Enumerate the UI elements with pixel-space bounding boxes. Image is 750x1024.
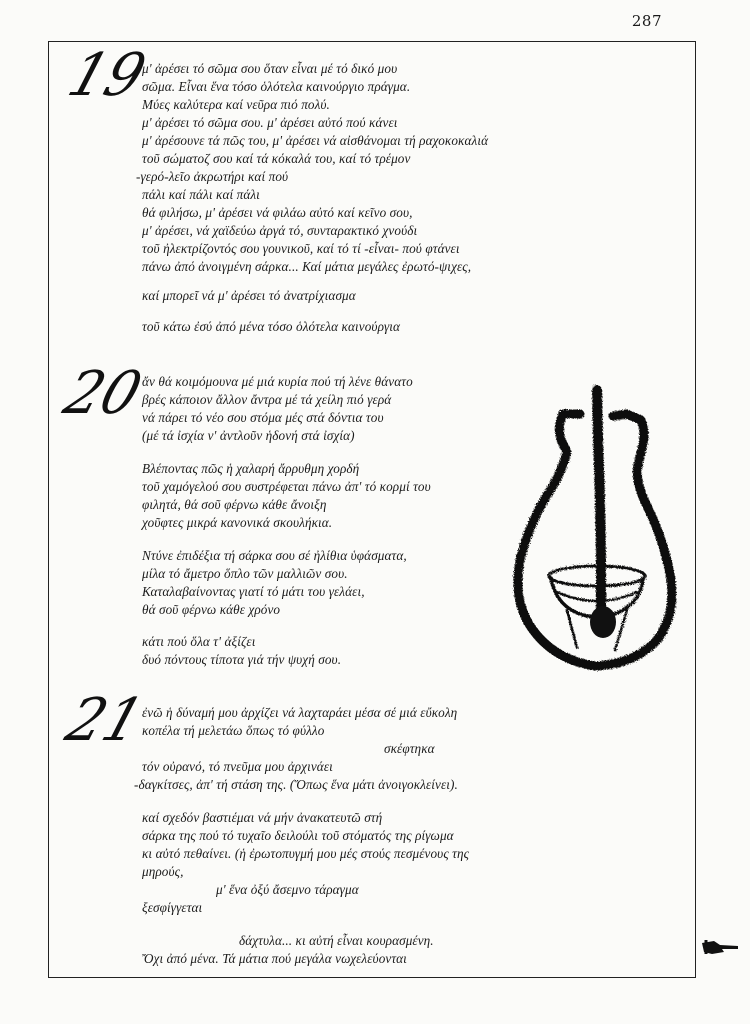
poem-line: θά φιλήσω, μ' ἀρέσει νά φιλάω αὐτό καί κεῖνο σου, [142, 205, 413, 220]
poem-line: δάχτυλα... κι αὐτή εἶναι κουρασμένη. [239, 933, 434, 948]
poem-line: κάτι πού ὅλα τ' ἀξίζει [142, 634, 256, 649]
poem-line: ἐνῶ ἡ δύναμή μου ἀρχίζει νά λαχταράει μέσα σέ μιά εὔκολη [142, 705, 458, 720]
poem-line: σῶμα. Εἶναι ἕνα τόσο ὁλότελα καινούργιο πράγμα. [142, 79, 411, 94]
poem-line: τοῦ κάτω ἐσύ ἀπό μένα τόσο ὁλότελα καινούργια [142, 319, 401, 334]
poem-line: τοῦ σώματοζ σου καί τά κόκαλά του, καί τό τρέμον [142, 151, 411, 166]
continue-pointer-icon [700, 938, 740, 956]
poem-line: Βλέποντας πῶς ἡ χαλαρή ἄρρυθμη χορδή [142, 461, 360, 476]
poem-line: χοῦφτες μικρά κανονικά σκουλήκια. [142, 515, 333, 530]
poem-line: τοῦ ἠλεκτρίζοντός σου γουνικοῦ, καί τό τί -εἶναι- πού φτάνει [142, 241, 460, 256]
poem-line: ἄν θά κοιμόμουνα μέ μιά κυρία πού τή λένε θάνατο [142, 374, 413, 389]
poem-line: πάνω ἀπό ἀνοιγμένη σάρκα... Καί μάτια μεγάλες ἐρωτό-ψιχες, [142, 259, 472, 274]
vase-illustration [505, 378, 680, 678]
poem-number: 21 [58, 686, 152, 755]
poem-line: καί σχεδόν βαστιέμαι νά μήν ἀνακατευτῶ στή [142, 810, 383, 825]
poem-line: κοπέλα τή μελετάω ὅπως τό φύλλο [142, 723, 325, 738]
poem-line: βρές κάποιον ἄλλον ἄντρα μέ τά χείλη πιό γερά [142, 392, 392, 407]
poem-line: -δαγκίτσες, ἀπ' τή στάση της. (Ὅπως ἕνα μάτι ἀνοιγοκλείνει). [134, 777, 458, 792]
poem-line: Καταλαβαίνοντας γιατί τό μάτι του γελάει, [142, 584, 365, 599]
poem-line: μ' ἀρέσουνε τά πῶς του, μ' ἀρέσει νά αἰσθάνομαι τή ραχοκοκαλιά [142, 133, 489, 148]
poem-line: δυό πόντους τίποτα γιά τήν ψυχή σου. [142, 652, 342, 667]
poem-line: μηρούς, [142, 864, 184, 879]
poem-line: τοῦ χαμόγελού σου συστρέφεται πάνω ἀπ' τό κορμί του [142, 479, 431, 494]
poem-line: Ὄχι ἀπό μένα. Τά μάτια πού μεγάλα νωχελεύονται [142, 951, 407, 966]
poem-line: μ' ἀρέσει τό σῶμα σου ὅταν εἶναι μέ τό δικό μου [142, 61, 398, 76]
poem-line: μίλα τό ἄμετρο ὅπλο τῶν μαλλιῶν σου. [142, 566, 348, 581]
poem-line: σκέφτηκα [384, 741, 435, 756]
poem-line: θά σοῦ φέρνω κάθε χρόνο [142, 602, 281, 617]
poem-number: 20 [56, 359, 150, 428]
poem-line: Ντύνε ἐπιδέξια τή σάρκα σου σέ ἠλίθια ὑφάσματα, [142, 548, 407, 563]
poem-line: ξεσφίγγεται [142, 900, 203, 915]
poem-line: νά πάρει τό νέο σου στόμα μές στά δόντια του [142, 410, 384, 425]
poem-line: κι αὐτό πεθαίνει. (ἡ ἐρωτοπυγμή μου μές στούς πεσμένους της [142, 846, 470, 861]
poem-line: -γερό-λεῖο ἀκρωτήρι καί πού [136, 169, 289, 184]
poem-line: μ' ἀρέσει, νά χαϊδεύω ἀργά τό, συνταρακτικό χνούδι [142, 223, 418, 238]
poem-number: 19 [60, 41, 154, 110]
poem-line: (μέ τά ἰσχία ν' ἀντλοῦν ἡδονή στά ἰσχία) [142, 428, 355, 443]
poem-line: μ' ἕνα ὀξύ ἄσεμνο τάραγμα [216, 882, 359, 897]
poem-line: καί μπορεῖ νά μ' ἀρέσει τό ἀνατρίχιασμα [142, 288, 356, 303]
poem-line: φιλητά, θά σοῦ φέρνω κάθε ἄνοιξη [142, 497, 327, 512]
poem-line: τόν οὐρανό, τό πνεῦμα μου ἀρχινάει [142, 759, 333, 774]
poem-line: πάλι καί πάλι καί πάλι [142, 187, 260, 202]
page-number: 287 [631, 12, 662, 30]
poem-line: μ' ἀρέσει τό σῶμα σου. μ' ἀρέσει αὐτό πού κάνει [142, 115, 398, 130]
poem-line: Μύες καλύτερα καί νεῦρα πιό πολύ. [142, 97, 330, 112]
ink-blot [590, 606, 616, 638]
poem-line: σάρκα της πού τό τυχαῖο δειλούλι τοῦ στόματός της ρίγωμα [142, 828, 454, 843]
